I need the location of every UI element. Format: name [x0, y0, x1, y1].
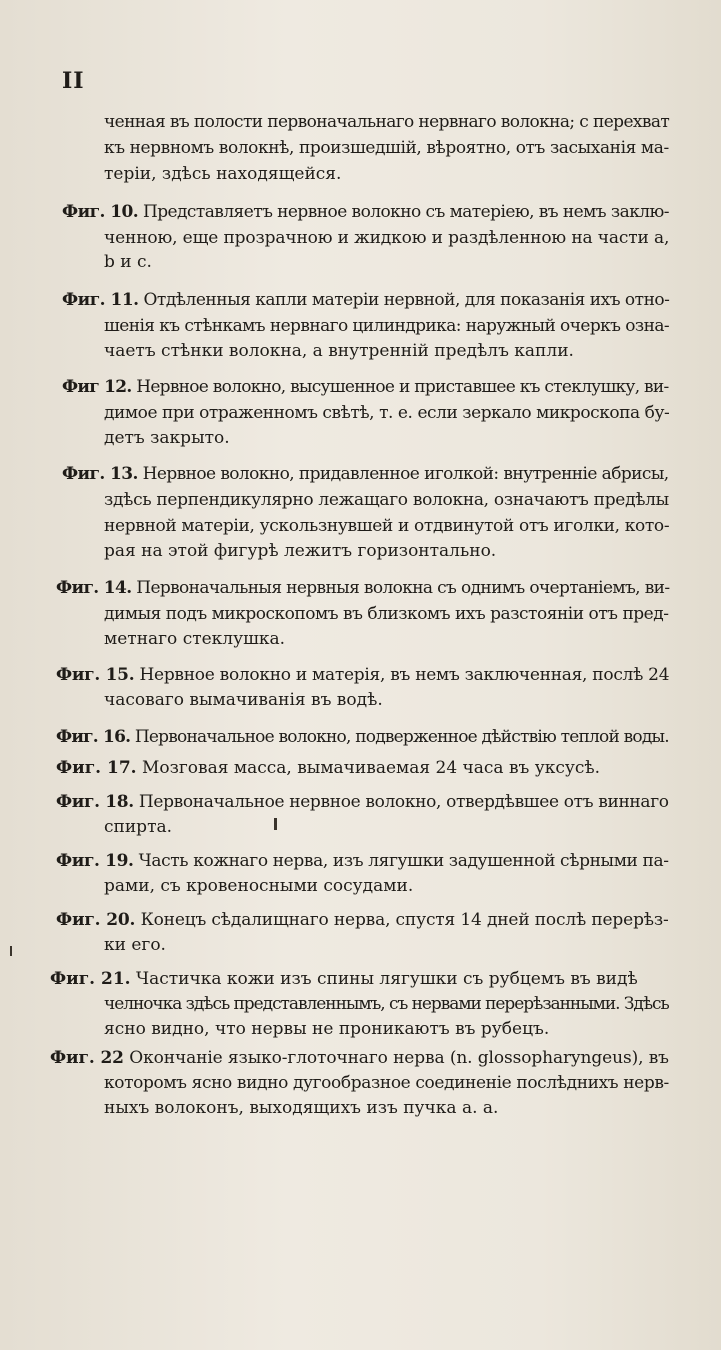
figure-caption-line	[62, 464, 669, 484]
figure-label: Фиг. 17.	[56, 758, 137, 778]
figure-caption-line: b и c.	[104, 252, 152, 272]
figure-caption-line	[56, 851, 669, 871]
figure-caption-line	[56, 578, 669, 598]
caption-text: Мозговая масса, вымачиваемая 24 часа въ уксусѣ.	[141, 758, 601, 778]
figure-caption-line	[56, 665, 669, 685]
figure-caption-line	[56, 792, 669, 812]
figure-caption-line: ки его.	[104, 935, 166, 955]
figure-caption-line: рами, съ кровеносными сосудами.	[104, 876, 414, 896]
figure-caption-line: ныхъ волоконъ, выходящихъ изъ пучка а. а.	[104, 1098, 499, 1118]
continuation-line: къ нервномъ волокнѣ, произшедшій, вѣроятно, отъ засыханія ма-	[104, 138, 669, 158]
continuation-line: теріи, здѣсь находящейся.	[104, 164, 342, 184]
caption-text: Первоначальное волокно, подверженное дѣйствію теплой воды.	[134, 727, 669, 747]
figure-label: Фиг. 20.	[56, 910, 136, 930]
figure-caption-line: ясно видно, что нервы не проникаютъ въ рубецъ.	[104, 1019, 550, 1039]
figure-label: Фиг. 19.	[56, 851, 134, 871]
figure-label: Фиг. 15.	[56, 665, 135, 685]
continuation-line: ченная въ полости первоначальнаго нервнаго волокна; с перехват	[104, 112, 670, 132]
figure-caption-line: димыя подъ микроскопомъ въ близкомъ ихъ разстояніи отъ пред-	[104, 604, 669, 624]
ink-speck	[274, 818, 277, 830]
figure-caption-line: здѣсь перпендикулярно лежащаго волокна, означаютъ предѣлы	[104, 490, 669, 510]
figure-caption-line	[50, 969, 669, 989]
figure-caption-line: рая на этой фигурѣ лежитъ горизонтально.	[104, 541, 497, 561]
figure-caption-line	[56, 910, 669, 930]
figure-label: Фиг. 10.	[62, 202, 139, 222]
caption-text: Конецъ сѣдалищнаго нерва, спустя 14 дней послѣ перерѣз-	[140, 910, 669, 930]
figure-label: Фиг. 22	[50, 1048, 124, 1068]
figure-caption-line	[56, 758, 600, 778]
figure-label: Фиг. 16.	[56, 727, 131, 747]
figure-caption-line: ченною, еще прозрачною и жидкою и раздѣленною на части а,	[104, 228, 670, 248]
caption-text: Частичка кожи изъ спины лягушки съ рубцемъ въ видѣ	[135, 969, 638, 989]
figure-label: Фиг. 21.	[50, 969, 131, 989]
caption-text: Нервное волокно, придавленное иголкой: внутреннiе абрисы,	[142, 464, 669, 484]
figure-caption-line	[62, 290, 669, 310]
figure-caption-line: чаетъ стѣнки волокна, а внутренній предѣлъ капли.	[104, 341, 574, 361]
figure-label: Фиг. 13.	[62, 464, 138, 484]
figure-caption-line: детъ закрыто.	[104, 428, 230, 448]
figure-label: Фиг 12.	[62, 377, 132, 397]
figure-caption-line: часоваго вымачиванія въ водѣ.	[104, 690, 383, 710]
figure-label: Фиг. 11.	[62, 290, 139, 310]
figure-label: Фиг. 14.	[56, 578, 132, 598]
caption-text: Нервное волокно и матерія, въ немъ заключенная, послѣ 24	[139, 665, 670, 685]
figure-caption-line: которомъ ясно видно дугообразное соединенiе послѣднихъ нерв-	[104, 1073, 669, 1093]
caption-text: Окончаніе языко-глоточнаго нерва (n. glossopharyngeus), въ	[129, 1048, 669, 1068]
figure-caption-line: челночка здѣсь представленнымъ, съ нервами перерѣзанными. Здѣсь	[104, 994, 669, 1014]
figure-caption-line	[50, 1048, 669, 1068]
figure-caption-line: димое при отраженномъ свѣтѣ, т. е. если зеркало микроскопа бу-	[104, 403, 670, 423]
figure-caption-line: нервной матеріи, ускользнувшей и отдвинутой отъ иголки, кото-	[104, 516, 670, 536]
ink-speck	[10, 946, 12, 956]
figure-caption-line	[62, 202, 669, 222]
figure-caption-line: спирта.	[104, 817, 173, 837]
figure-caption-line	[62, 377, 669, 397]
caption-text: Первоначальное нервное волокно, отвердѣвшее отъ виннаго	[138, 792, 669, 812]
figure-caption-line: метнаго стеклушка.	[104, 629, 286, 649]
caption-text: Отдѣленныя капли матеріи нервной, для показанія ихъ отно-	[143, 290, 670, 310]
page-number: II	[62, 68, 85, 94]
figure-caption-line: шенія къ стѣнкамъ нервнаго цилиндрика: наружный очеркъ озна-	[104, 316, 670, 336]
figure-caption-line	[56, 727, 669, 747]
caption-text: Часть кожнаго нерва, изъ лягушки задушенной сѣрными па-	[138, 851, 669, 871]
caption-text: Нервное волокно, высушенное и приставшее къ стеклушку, ви-	[136, 377, 669, 397]
figure-label: Фиг. 18.	[56, 792, 134, 812]
caption-text: Первоначальныя нервныя волокна съ однимъ очертаніемъ, ви-	[136, 578, 670, 598]
caption-text: Представляетъ нервное волокно съ матеріею, въ немъ заклю-	[142, 202, 669, 222]
